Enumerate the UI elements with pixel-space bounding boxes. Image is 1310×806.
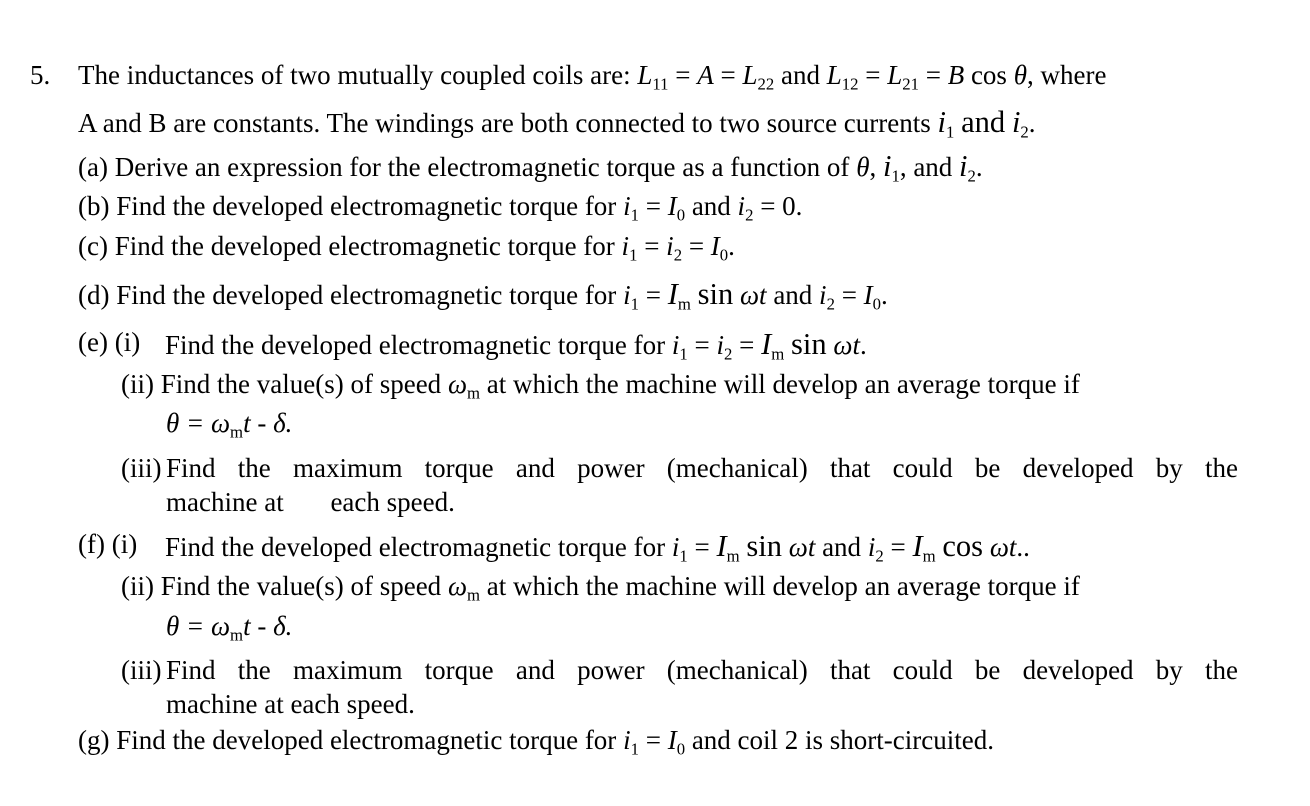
part-f-iii: (iii) xyxy=(121,655,162,685)
part-e-iii: (iii) xyxy=(121,453,162,483)
problem-line-2: A and B are constants. The windings are both connected to two source currents $i_1$ and $i_2$. xyxy=(78,105,1036,142)
part-e-iii-line2: machine at each speed. xyxy=(166,487,455,517)
part-c: (c) Find the developed electromagnetic torque for $i_1 = i_2 = I_0$. xyxy=(78,231,735,265)
part-a: (a) Derive an expression for the electromagnetic torque as a function of θ, $i_1$, and $i_2$. xyxy=(78,149,983,186)
part-d: (d) Find the developed electromagnetic torque for $i_1 = I_m$ sin ωt and $i_2 = I_0$. xyxy=(78,277,888,314)
part-f-iii-line2: machine at each speed. xyxy=(166,689,415,719)
part-e-i: (e) (i) Find the developed electromagnetic torque for $i_1 = i_2 = I_m$ sin ωt. xyxy=(78,327,867,364)
part-f-label: (f) xyxy=(78,529,105,559)
part-a-text: Derive an expression for the electromagnetic torque as a function of xyxy=(114,152,850,182)
part-f-iii-text: Find the maximum torque and power (mechanical) that could be developed by the xyxy=(166,655,1238,685)
part-f-ii: (ii) Find the value(s) of speed $\omega_m$ at which the machine will develop an average torque if xyxy=(121,571,1080,605)
part-f-i: (f) (i) Find the developed electromagnetic torque for $i_1 = I_m$ sin ωt and $i_2 = I_m$ cos ωt.. xyxy=(78,529,1030,566)
part-g-label: (g) xyxy=(78,725,110,755)
part-a-label: (a) xyxy=(78,152,108,182)
part-c-label: (c) xyxy=(78,231,108,261)
part-b-label: (b) xyxy=(78,191,110,221)
part-d-label: (d) xyxy=(78,280,110,310)
problem-intro: The inductances of two mutually coupled coils are: $L_{11} = A = L_{22}$ and $L_{12} = L_{21} = B$ cos θ, where xyxy=(78,60,1107,94)
part-e-label: (e) xyxy=(78,327,108,357)
part-g: (g) Find the developed electromagnetic torque for $i_1 = I_0$ and coil 2 is short-circuited. xyxy=(78,725,994,759)
part-e-ii-condition: $\theta = \omega_mt - \delta$. xyxy=(166,408,293,442)
part-e-ii: (ii) Find the value(s) of speed $\omega_m$ at which the machine will develop an average torque if xyxy=(121,369,1080,403)
problem-number: 5. xyxy=(30,60,51,90)
part-b: (b) Find the developed electromagnetic torque for $i_1 = I_0$ and $i_2 = 0$. xyxy=(78,191,803,225)
part-e-iii-text: Find the maximum torque and power (mechanical) that could be developed by the xyxy=(166,453,1238,483)
part-f-ii-condition: $\theta = \omega_mt - \delta$. xyxy=(166,611,293,645)
